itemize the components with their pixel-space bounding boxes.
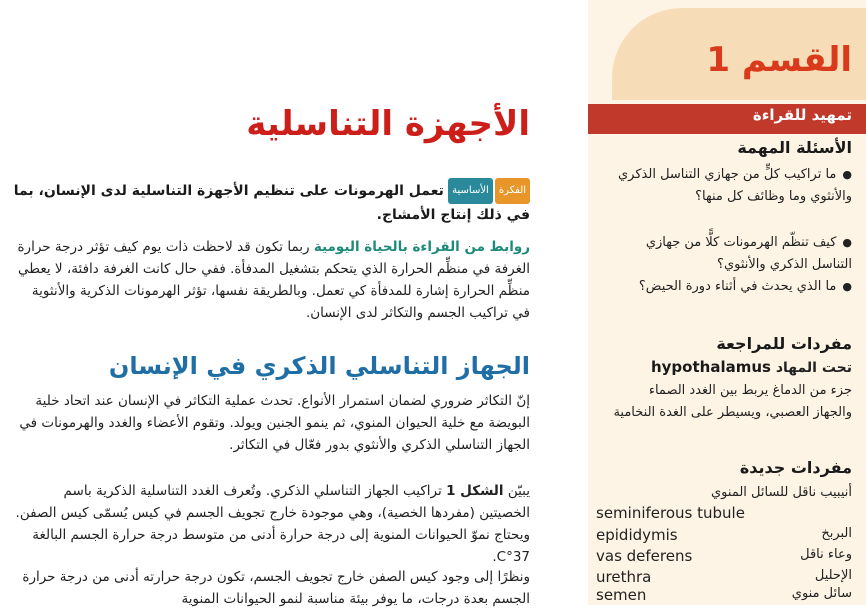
review-term-en: hypothalamus xyxy=(650,358,771,376)
vocab-ar: سائل منوي xyxy=(791,586,852,601)
vocab-en: epididymis xyxy=(596,526,678,544)
paragraph-text: يبيّن xyxy=(507,483,530,499)
figure-ref: الشكل 1 xyxy=(446,483,504,499)
vocab-row xyxy=(596,504,852,524)
vocab-en: urethra xyxy=(596,568,652,586)
vocab-en: seminiferous tubule xyxy=(596,504,745,522)
paragraph: ونظرًا إلى وجود كيس الصفن خارج تجويف الجسم، تكون درجة حرارته أدنى من درجة حرارة الجسم بعدة درجات، ما يوفر بيئة مناسبة لنمو الحيوانات المنوية xyxy=(22,569,530,607)
paragraph-text: تراكيب الجهاز التناسلي الذكري. وتُعرف الغدد التناسلية الذكرية باسم الخصيتين (مفردها الخصية)، وهي موجودة خارج تجويف الجسم في كيس يُسمّى كيس الصفن. ويحتاج نموّ الحيوانات المنوية إلى درجة حرارة أدنى من متوسط درجة حرارة الجسم البالغة 37°C. xyxy=(15,483,530,565)
question-text: ما الذي يحدث في أثناء دورة الحيض؟ xyxy=(638,279,837,294)
question-text: كيف تنظّم الهرمونات كلًّا من جهازي التناسل الذكري والأنثوي؟ xyxy=(645,235,852,272)
bullet-icon: ● xyxy=(842,168,852,181)
question-2 xyxy=(612,232,852,276)
main-idea-text: تعمل الهرمونات على تنظيم الأجهزة التناسلية لدى الإنسان، بما في ذلك إنتاج الأمشاج. xyxy=(13,183,530,223)
paragraph: إنّ التكاثر ضروري لضمان استمرار الأنواع. تحدث عملية التكاثر في الإنسان عند اتحاد خلية البويضة مع خلية الحيوان المنوي، ثم ينمو الجنين ويولد. وتقوم الأعضاء والغدد والهرمونات في الجهاز التناسلي الذكري والأنثوي بدور فعّال في التكاثر. xyxy=(19,393,530,453)
vocab-en: vas deferens xyxy=(596,547,693,565)
vocab-row xyxy=(596,568,852,588)
question-3 xyxy=(612,276,852,298)
essential-questions-title: الأسئلة المهمة xyxy=(737,138,852,157)
main-idea xyxy=(10,178,530,226)
real-world-link: روابط من القراءة بالحياة اليومية xyxy=(313,239,530,255)
review-term-ar: تحت المهاد xyxy=(775,360,852,376)
new-vocab-first-ar: أنيبيب ناقل للسائل المنوي xyxy=(711,485,852,500)
review-vocab-title: مفردات للمراجعة xyxy=(716,334,852,353)
reading-banner-title: تمهيد للقراءة xyxy=(752,106,852,124)
vocab-row xyxy=(596,586,852,606)
bullet-icon: ● xyxy=(842,236,852,249)
vocab-en: semen xyxy=(596,586,647,604)
new-vocab-title: مفردات جديدة xyxy=(739,458,852,477)
bullet-icon: ● xyxy=(842,280,852,293)
vocab-ar: الإحليل xyxy=(814,568,852,583)
main-idea-badge: الأساسية xyxy=(448,178,493,204)
vocab-row xyxy=(596,526,852,546)
question-1 xyxy=(612,164,852,208)
real-world-text: ربما تكون قد لاحظت ذات يوم كيف تؤثر درجة حرارة الغرفة في منظِّم الحرارة الذي يتحكم بتشغيل المدفأة. ففي حال كانت الغرفة دافئة، لا يعطي منظِّم الحرارة إشارة للمدفأة كي تعمل. وبالطريقة نفسها، تؤثر الهرمونات الذكرية والأنثوية في تراكيب الجسم والتكاثر لدى الإنسان. xyxy=(17,239,530,321)
section-title: القسم 1 xyxy=(706,40,852,80)
question-text: ما تراكيب كلٍّ من جهازي التناسل الذكري والأنثوي وما وظائف كل منها؟ xyxy=(618,167,852,204)
real-world-paragraph xyxy=(10,236,530,324)
review-term xyxy=(651,358,852,376)
section-heading: الجهاز التناسلي الذكري في الإنسان xyxy=(108,352,530,380)
paragraph xyxy=(10,480,530,568)
main-idea-badge: الفكرة xyxy=(495,178,530,204)
page-title: الأجهزة التناسلية xyxy=(246,104,530,144)
vocab-ar: وعاء ناقل xyxy=(800,547,852,562)
review-term-def: جزء من الدماغ يربط بين الغدد الصماء والجهاز العصبي، ويسيطر على الغدة النخامية xyxy=(613,383,852,420)
vocab-ar: البربخ xyxy=(821,526,852,541)
vocab-row xyxy=(596,547,852,567)
